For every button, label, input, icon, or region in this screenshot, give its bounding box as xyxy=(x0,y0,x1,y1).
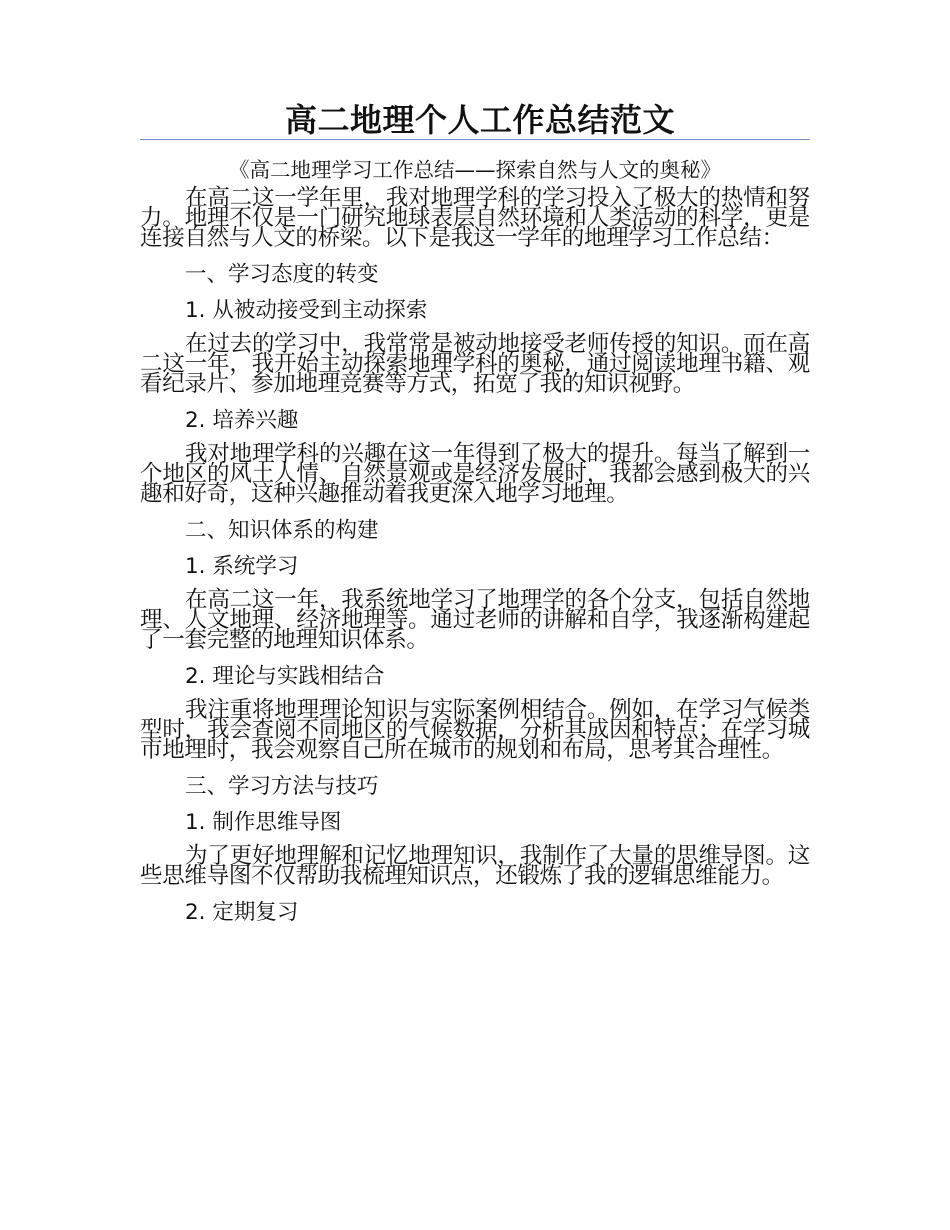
section-heading-attitude: 一、学习态度的转变 xyxy=(185,262,379,287)
paragraph-systematic-study: 在高二这一年，我系统地学习了地理学的各个分支，包括自然地理、人文地理、经济地理等。通过老师的讲解和自学，我逐渐构建起了一套完整的地理知识体系。 xyxy=(140,587,810,653)
paragraph-mind-maps: 为了更好地理解和记忆地理知识，我制作了大量的思维导图。这些思维导图不仅帮助我梳理知识点，还锻炼了我的逻辑思维能力。 xyxy=(140,843,810,889)
subheading-systematic-study: 1. 系统学习 xyxy=(185,554,299,579)
subheading-regular-review: 2. 定期复习 xyxy=(185,900,299,925)
subheading-interest: 2. 培养兴趣 xyxy=(185,408,299,433)
document-subtitle: 《高二地理学习工作总结——探索自然与人文的奥秘》 xyxy=(229,158,721,182)
document-title: 高二地理个人工作总结范文 xyxy=(284,101,675,139)
subheading-mind-maps: 1. 制作思维导图 xyxy=(185,810,342,835)
paragraph-theory-practice: 我注重将地理理论知识与实际案例相结合。例如，在学习气候类型时，我会查阅不同地区的气候数据，分析其成因和特点；在学习城市地理时，我会观察自己所在城市的规划和布局，思考其合理性。 xyxy=(140,697,810,763)
section-heading-knowledge-system: 二、知识体系的构建 xyxy=(185,518,379,543)
subheading-theory-practice: 2. 理论与实践相结合 xyxy=(185,664,385,689)
document-page xyxy=(140,100,810,936)
paragraph-active-exploration: 在过去的学习中，我常常是被动地接受老师传授的知识。而在高二这一年，我开始主动探索地理学科的奥秘，通过阅读地理书籍、观看纪录片、参加地理竞赛等方式，拓宽了我的知识视野。 xyxy=(140,331,810,397)
paragraph-interest: 我对地理学科的兴趣在这一年得到了极大的提升。每当了解到一个地区的风土人情、自然景观或是经济发展时，我都会感到极大的兴趣和好奇，这种兴趣推动着我更深入地学习地理。 xyxy=(140,441,810,507)
intro-paragraph: 在高二这一学年里，我对地理学科的学习投入了极大的热情和努力。地理不仅是一门研究地球表层自然环境和人类活动的科学，更是连接自然与人文的桥梁。以下是我这一学年的地理学习工作总结： xyxy=(140,185,810,251)
section-heading-methods: 三、学习方法与技巧 xyxy=(185,774,379,799)
subheading-active-exploration: 1. 从被动接受到主动探索 xyxy=(185,298,428,323)
